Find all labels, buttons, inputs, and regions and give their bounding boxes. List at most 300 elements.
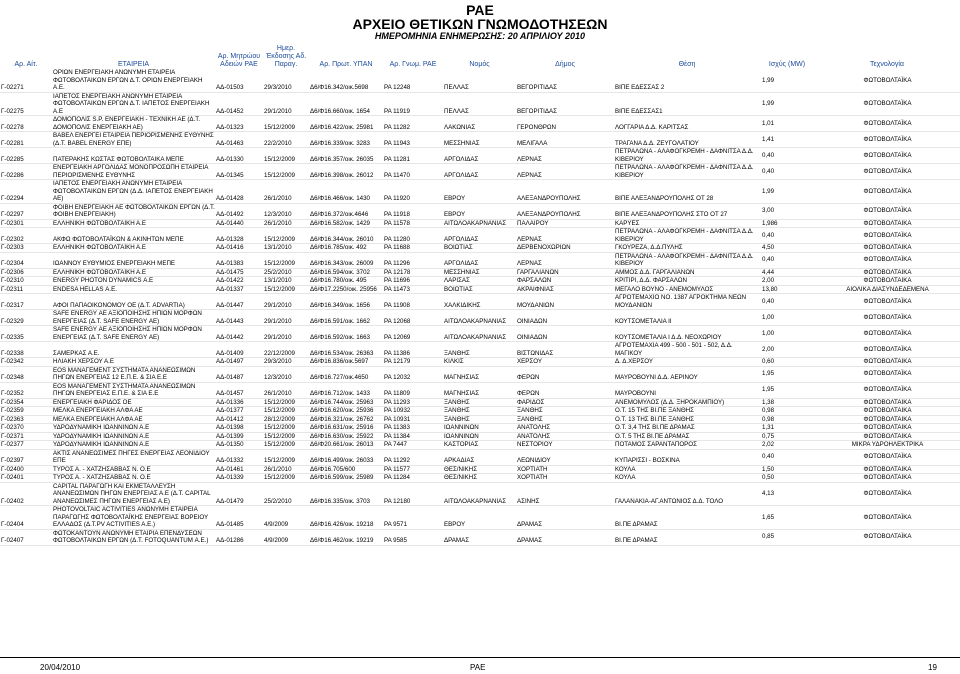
cell-pr: Δ6/Φ16.398/οικ. 26012 bbox=[309, 164, 383, 180]
cell-dt: 29/1/2010 bbox=[263, 294, 309, 310]
cell-a1: Γ-02401 bbox=[0, 474, 52, 483]
cell-a1: Γ-02281 bbox=[0, 132, 52, 148]
cell-pr: Δ6/Φ16.357/οικ. 26035 bbox=[309, 148, 383, 164]
cell-dm: ΟΙΝΙΑΔΩΝ bbox=[516, 326, 614, 342]
cell-pw: 0,40 bbox=[760, 228, 814, 244]
table-row bbox=[0, 529, 960, 545]
cell-ty: ΦΩΤΟΒΟΛΤΑΪΚΑ bbox=[814, 203, 960, 219]
org-heading: ΡΑΕ bbox=[466, 2, 494, 18]
cell-th: ΠΕΤΡΑΛΩΝΑ - ΑΛΑΦΟΓΚΡΕΜΗ - ΔΑΦΝΙΤΣΑ Δ.Δ. ΚΙΒΕΡΙΟΥ bbox=[614, 148, 760, 164]
cell-pr: Δ6/Φ16.372/οικ.4646 bbox=[309, 203, 383, 219]
cell-th: ΒΙ.ΠΕ ΔΡΑΜΑΣ bbox=[614, 506, 760, 530]
opinions-table bbox=[0, 45, 960, 546]
cell-co: SAFE ENERGY ΑΕ ΑΞΙΟΠΟΙΗΣΗΣ ΗΠΙΩΝ ΜΟΡΦΩΝ ΕΝΕΡΓΕΙΑΣ (Δ.Τ. SAFE ENERGY ΑΕ) bbox=[52, 326, 215, 342]
cell-pr: Δ6/Φ16.592/οικ. 1663 bbox=[309, 326, 383, 342]
cell-pr: Δ6/Φ16.836/οικ.5697 bbox=[309, 358, 383, 367]
cell-gn: ΡΑ 11293 bbox=[383, 398, 443, 407]
table-row bbox=[0, 449, 960, 465]
cell-th: ΜΕΓΑΛΟ ΒΟΥΝΟ - ΑΝΕΜΟΜΥΛΟΣ bbox=[614, 285, 760, 294]
cell-gn: ΡΑ 11281 bbox=[383, 148, 443, 164]
table-body bbox=[0, 69, 960, 545]
cell-nm: ΕΒΡΟΥ bbox=[443, 506, 516, 530]
cell-pr: Δ6/Φ16.727/οικ.4650 bbox=[309, 366, 383, 382]
cell-pr: Δ6/Φ16.321/οικ. 26762 bbox=[309, 415, 383, 424]
footer-page-number: 19 bbox=[928, 663, 937, 672]
cell-dt: 15/12/2009 bbox=[263, 424, 309, 433]
cell-gn: ΡΑ 12178 bbox=[383, 268, 443, 277]
cell-dt: 25/2/2010 bbox=[263, 482, 309, 506]
cell-nm: ΑΙΤΩΛΟΑΚΑΡΝΑΝΙΑΣ bbox=[443, 310, 516, 326]
cell-mr: ΑΔ-01350 bbox=[215, 441, 263, 450]
cell-gn: ΡΑ 12179 bbox=[383, 358, 443, 367]
cell-co: ΗΛΙΑΚΗ ΧΕΡΣΟΥ Α.Ε bbox=[52, 358, 215, 367]
cell-dm: ΛΕΡΝΑΣ bbox=[516, 164, 614, 180]
cell-mr: ΑΔ-01323 bbox=[215, 116, 263, 132]
cell-ty: ΦΩΤΟΒΟΛΤΑΪΚΑ bbox=[814, 252, 960, 268]
cell-pw: 0,40 bbox=[760, 449, 814, 465]
cell-nm: ΑΡΓΟΛΙΔΑΣ bbox=[443, 252, 516, 268]
cell-a1: Γ-02302 bbox=[0, 228, 52, 244]
cell-th: ΚΟΥΛΑ bbox=[614, 465, 760, 474]
cell-mr: ΑΔ-01428 bbox=[215, 180, 263, 204]
cell-dt: 26/1/2010 bbox=[263, 465, 309, 474]
cell-pr: Δ6/Φ16.599/οικ. 25989 bbox=[309, 474, 383, 483]
cell-a1: Γ-02278 bbox=[0, 116, 52, 132]
cell-nm: ΠΕΛΛΑΣ bbox=[443, 69, 516, 92]
cell-mr: ΑΔ-01383 bbox=[215, 252, 263, 268]
table-row bbox=[0, 366, 960, 382]
cell-gn: ΡΑ 11919 bbox=[383, 92, 443, 116]
cell-th: Ο.Τ. 13 ΤΗΣ ΒΙ.ΠΕ ΞΑΝΘΗΣ bbox=[614, 415, 760, 424]
cell-pw: 4,13 bbox=[760, 482, 814, 506]
cell-ty: ΦΩΤΟΒΟΛΤΑΪΚΑ bbox=[814, 294, 960, 310]
cell-gn: ΡΑ 11470 bbox=[383, 164, 443, 180]
cell-pw: 1,00 bbox=[760, 310, 814, 326]
cell-mr: ΑΔ-01286 bbox=[215, 529, 263, 545]
cell-pw: 1,986 bbox=[760, 219, 814, 228]
cell-th: ΑΜΜΟΣ Δ.Δ. ΓΑΡΓΑΛΙΑΝΩΝ bbox=[614, 268, 760, 277]
cell-gn: ΡΑ 11908 bbox=[383, 294, 443, 310]
cell-ty: ΦΩΤΟΒΟΛΤΑΪΚΑ bbox=[814, 506, 960, 530]
cell-dm: ΑΚΡΑΙΦΝΙΑΣ bbox=[516, 285, 614, 294]
cell-gn: ΡΑ 11918 bbox=[383, 203, 443, 219]
cell-dm: ΜΕΛΙΓΑΛΑ bbox=[516, 132, 614, 148]
cell-co: ΕΛΛΗΝΙΚΗ ΦΩΤΟΒΟΛΤΑΪΚΗ Α.Ε bbox=[52, 268, 215, 277]
cell-dt: 29/3/2010 bbox=[263, 358, 309, 367]
cell-gn: ΡΑ 11696 bbox=[383, 277, 443, 286]
cell-co: ΕΝΕΡΓΕΙΑΚΗ ΦΑΡΙΔΟΣ ΟΕ bbox=[52, 398, 215, 407]
cell-gn: ΡΑ 9571 bbox=[383, 506, 443, 530]
cell-mr: ΑΔ-01463 bbox=[215, 132, 263, 148]
cell-th: ΒΙΠΕ ΑΛΕΞΑΝΔΡΟΥΠΟΛΗΣ ΟΤ 28 bbox=[614, 180, 760, 204]
cell-gn: ΡΑ 11688 bbox=[383, 244, 443, 253]
cell-nm: ΕΒΡΟΥ bbox=[443, 203, 516, 219]
cell-mr: ΑΔ-01336 bbox=[215, 398, 263, 407]
cell-pw: 1,65 bbox=[760, 506, 814, 530]
table-row bbox=[0, 69, 960, 92]
cell-dt: 29/1/2010 bbox=[263, 310, 309, 326]
cell-dt: 15/12/2009 bbox=[263, 474, 309, 483]
cell-co: CAPITAL ΠΑΡΑΓΩΓΗ ΚΑΙ ΕΚΜΕΤΑΛΛΕΥΣΗ ΑΝΑΝΕΩΣΙΜΩΝ ΠΗΓΩΝ ΕΝΕΡΓΕΙΑΣ Α.Ε (Δ.Τ. CAPITAL ΑΝΑΝΕΩΣΙΜΕΣ ΠΗΓΩΝ ΕΝΕΡΓΕΙΑΣ Α.Ε) bbox=[52, 482, 215, 506]
cell-dm: ΠΑΛΑΙΡΟΥ bbox=[516, 219, 614, 228]
cell-co: ΜΕΛΚΑ ΕΝΕΡΓΕΙΑΚΗ ΑΛΦΑ ΑΕ bbox=[52, 415, 215, 424]
footer-org: ΡΑΕ bbox=[470, 663, 486, 672]
cell-co: ΦΩΤΟΚΑΝΤΟΥΝ ΑΝΩΝΥΜΗ ΕΤΑΙΡΙΑ ΕΠΕΝΔΥΣΕΩΝ ΦΩΤΟΒΟΛΤΑΙΚΩΝ ΕΡΓΩΝ (Δ.Τ. FOTOQUANTUM Α.Ε.) bbox=[52, 529, 215, 545]
cell-nm: ΜΕΣΣΗΝΙΑΣ bbox=[443, 268, 516, 277]
table-row bbox=[0, 164, 960, 180]
cell-th: ΠΕΤΡΑΛΩΝΑ - ΑΛΑΦΟΓΚΡΕΜΗ - ΔΑΦΝΙΤΣΑ Δ.Δ. ΚΙΒΕΡΙΟΥ bbox=[614, 164, 760, 180]
cell-th: ΚΥΠΑΡΙΣΣΙ - ΒΟΣΚΙΝΑ bbox=[614, 449, 760, 465]
cell-nm: ΞΑΝΘΗΣ bbox=[443, 398, 516, 407]
cell-nm: ΑΡΓΟΛΙΔΑΣ bbox=[443, 164, 516, 180]
cell-dm: ΔΡΑΜΑΣ bbox=[516, 506, 614, 530]
cell-ty: ΦΩΤΟΒΟΛΤΑΪΚΑ bbox=[814, 529, 960, 545]
cell-co: ΕΛΛΗΝΙΚΗ ΦΩΤΟΒΟΛΤΑΪΚΗ Α.Ε bbox=[52, 219, 215, 228]
cell-nm: ΙΩΑΝΝΙΝΩΝ bbox=[443, 432, 516, 441]
cell-pr: Δ6/Φ16.426/οικ. 19218 bbox=[309, 506, 383, 530]
cell-dm: ΟΙΝΙΑΔΩΝ bbox=[516, 310, 614, 326]
cell-dm: ΑΝΑΤΟΛΗΣ bbox=[516, 432, 614, 441]
cell-mr: ΑΔ-01503 bbox=[215, 69, 263, 92]
column-header-dm: Δήμος bbox=[555, 61, 575, 68]
table-row bbox=[0, 482, 960, 506]
cell-gn: ΡΑ 12248 bbox=[383, 69, 443, 92]
table-row bbox=[0, 415, 960, 424]
cell-a1: Γ-02370 bbox=[0, 424, 52, 433]
cell-dt: 4/9/2009 bbox=[263, 506, 309, 530]
cell-mr: ΑΔ-01457 bbox=[215, 382, 263, 398]
cell-ty: ΦΩΤΟΒΟΛΤΑΪΚΑ bbox=[814, 148, 960, 164]
cell-ty: ΑΙΟΛΙΚΑ ΔΙΑΣΥΝΔΕΔΕΜΕΝΑ bbox=[814, 285, 960, 294]
cell-pr: Δ6/Φ16.705/600 bbox=[309, 465, 383, 474]
cell-a1: Γ-02294 bbox=[0, 180, 52, 204]
cell-nm: ΘΕΣ/ΝΙΚΗΣ bbox=[443, 474, 516, 483]
footer-date: 20/04/2010 bbox=[40, 663, 81, 672]
cell-dt: 15/12/2009 bbox=[263, 285, 309, 294]
cell-dm: ΒΕΓΟΡΙΤΙΔΑΣ bbox=[516, 69, 614, 92]
cell-mr: ΑΔ-01492 bbox=[215, 203, 263, 219]
cell-mr: ΑΔ-01412 bbox=[215, 415, 263, 424]
cell-co: ΑΦΟΙ ΠΑΠΑΟΙΚΟΝΟΜΟΥ ΟΕ (Δ.Τ. ADVARTIA) bbox=[52, 294, 215, 310]
table-row bbox=[0, 358, 960, 367]
cell-th: ΓΑΛΑΝΑΚΙΑ-ΑΓ.ΑΝΤΩΝΙΟΣ Δ.Δ. ΤΟΛΟ bbox=[614, 482, 760, 506]
cell-nm: ΧΑΛΚΙΔΙΚΗΣ bbox=[443, 294, 516, 310]
cell-mr: ΑΔ-01377 bbox=[215, 407, 263, 416]
cell-ty: ΦΩΤΟΒΟΛΤΑΪΚΑ bbox=[814, 69, 960, 92]
cell-a1: Γ-02363 bbox=[0, 415, 52, 424]
cell-mr: ΑΔ-01497 bbox=[215, 358, 263, 367]
cell-gn: ΡΑ 11296 bbox=[383, 252, 443, 268]
table-row bbox=[0, 116, 960, 132]
table-row bbox=[0, 277, 960, 286]
cell-ty: ΦΩΤΟΒΟΛΤΑΪΚΑ bbox=[814, 219, 960, 228]
cell-pw: 2,02 bbox=[760, 441, 814, 450]
cell-ty: ΦΩΤΟΒΟΛΤΑΪΚΑ bbox=[814, 310, 960, 326]
cell-mr: ΑΔ-01398 bbox=[215, 424, 263, 433]
cell-th: ΒΙΠΕ ΑΛΕΞΑΝΔΡΟΥΠΟΛΗΣ ΣΤΟ ΟΤ 27 bbox=[614, 203, 760, 219]
cell-co: ΦΟΙΒΗ ΕΝΕΡΓΕΙΑΚΗ ΑΕ ΦΩΤΟΒΟΛΤΑΙΚΩΝ ΕΡΓΩΝ (Δ.Τ. ΦΟΙΒΗ ΕΝΕΡΓΕΙΑΚΗ) bbox=[53, 203, 215, 218]
cell-nm: ΜΕΣΣΗΝΙΑΣ bbox=[443, 132, 516, 148]
cell-pr: Δ6/Φ16.349/οικ. 1656 bbox=[309, 294, 383, 310]
cell-pw: 0,50 bbox=[760, 474, 814, 483]
cell-th: ΠΕΤΡΑΛΩΝΑ - ΑΛΑΦΟΓΚΡΕΜΗ - ΔΑΦΝΙΤΣΑ Δ.Δ. ΚΙΒΕΡΙΟΥ bbox=[614, 228, 760, 244]
cell-dt: 13/1/2010 bbox=[263, 277, 309, 286]
cell-co: ΥΔΡΟΔΥΝΑΜΙΚΗ ΙΩΑΝΝΙΝΩΝ Α.Ε bbox=[52, 441, 215, 450]
cell-nm: ΚΑΣΤΟΡΙΑΣ bbox=[443, 441, 516, 450]
cell-gn: ΡΑ 12032 bbox=[383, 366, 443, 382]
cell-pr: Δ6/Φ16.594/οικ. 3702 bbox=[309, 268, 383, 277]
document-title: ΑΡΧΕΙΟ ΘΕΤΙΚΩΝ ΓΝΩΜΟΔΟΤΗΣΕΩΝ bbox=[352, 16, 608, 32]
cell-gn: ΡΑ 11284 bbox=[383, 474, 443, 483]
cell-nm: ΞΑΝΘΗΣ bbox=[443, 342, 516, 358]
cell-dm: ΔΕΡΒΕΝΟΧΩΡΙΩΝ bbox=[516, 244, 614, 253]
cell-dm: ΧΕΡΣΟΥ bbox=[516, 358, 614, 367]
cell-th: Ο.Τ. 5 ΤΗΣ ΒΙ.ΠΕ ΔΡΑΜΑΣ bbox=[614, 432, 760, 441]
cell-a1: Γ-02275 bbox=[0, 92, 52, 116]
cell-dt: 12/3/2010 bbox=[263, 203, 309, 219]
column-header-nm: Νομός bbox=[469, 61, 490, 68]
cell-pw: 1,99 bbox=[760, 180, 814, 204]
cell-nm: ΠΕΛΛΑΣ bbox=[443, 92, 516, 116]
cell-a1: Γ-02301 bbox=[0, 219, 52, 228]
cell-gn: ΡΑ 11943 bbox=[383, 132, 443, 148]
cell-co: ΥΔΡΟΔΥΝΑΜΙΚΗ ΙΩΑΝΝΙΝΩΝ Α.Ε bbox=[52, 424, 215, 433]
column-header-gn: Αρ. Γνωμ. ΡΑΕ bbox=[389, 61, 437, 68]
cell-dm: ΔΡΑΜΑΣ bbox=[516, 529, 614, 545]
cell-pr: Δ6/Φ16.462/οικ. 19219 bbox=[309, 529, 383, 545]
cell-a1: Γ-02286 bbox=[0, 164, 52, 180]
cell-pw: 1,95 bbox=[760, 382, 814, 398]
cell-nm: ΑΡΓΟΛΙΔΑΣ bbox=[443, 228, 516, 244]
column-header-ty: Τεχνολογία bbox=[870, 61, 904, 68]
cell-pw: 0,40 bbox=[760, 252, 814, 268]
cell-ty: ΜΙΚΡΑ ΥΔΡΟΗΛΕΚΤΡΙΚΑ bbox=[814, 441, 960, 450]
cell-pr: Δ6/Φ16.534/οικ. 26363 bbox=[309, 342, 383, 358]
table-row bbox=[0, 424, 960, 433]
cell-ty: ΦΩΤΟΒΟΛΤΑΪΚΑ bbox=[814, 465, 960, 474]
cell-th: Δ. Δ.ΧΕΡΣΟΥ bbox=[614, 358, 760, 367]
cell-dt: 15/12/2009 bbox=[263, 449, 309, 465]
cell-th: ΒΙΠΕ ΕΔΕΣΣΑΣ 2 bbox=[614, 69, 760, 92]
cell-dm: ΑΛΕΞΑΝΔΡΟΥΠΟΛΗΣ bbox=[516, 180, 614, 204]
cell-pr: Δ6/Φ16.343/οικ. 26009 bbox=[309, 252, 383, 268]
cell-nm: ΜΑΓΝΗΣΙΑΣ bbox=[443, 366, 516, 382]
cell-nm: ΑΙΤΩΛΟΑΚΑΡΝΑΝΙΑΣ bbox=[443, 326, 516, 342]
cell-nm: ΕΒΡΟΥ bbox=[443, 180, 516, 204]
cell-th: ΠΕΤΡΑΛΩΝΑ - ΑΛΑΦΟΓΚΡΕΜΗ - ΔΑΦΝΙΤΣΑ Δ.Δ. ΚΙΒΕΡΙΟΥ bbox=[614, 252, 760, 268]
cell-a1: Γ-02311 bbox=[0, 285, 52, 294]
cell-pw: 13,80 bbox=[760, 285, 814, 294]
cell-mr: ΑΔ-01479 bbox=[215, 482, 263, 506]
cell-co: ΠΑΤΕΡΑΚΗΣ ΚΩΣΤΑΣ ΦΩΤΟΒΟΛΤΑΙΚΑ ΜΕΠΕ bbox=[52, 148, 215, 164]
cell-nm: ΑΡΚΑΔΙΑΣ bbox=[443, 449, 516, 465]
cell-gn: ΡΑ 11292 bbox=[383, 449, 443, 465]
table-row bbox=[0, 310, 960, 326]
cell-dt: 26/1/2010 bbox=[263, 382, 309, 398]
cell-a1: Γ-02342 bbox=[0, 358, 52, 367]
table-row bbox=[0, 474, 960, 483]
cell-nm: ΞΑΝΘΗΣ bbox=[443, 415, 516, 424]
cell-gn: ΡΑ 12068 bbox=[383, 310, 443, 326]
cell-th: ΚΟΥΤΣΟΜΕΤΑΛΙΑ ΙΙ bbox=[614, 310, 760, 326]
cell-th: ΜΑΥΡΟΒΟΥΝΙ bbox=[614, 382, 760, 398]
cell-dm: ΜΟΥΔΑΝΙΩΝ bbox=[516, 294, 614, 310]
cell-mr: ΑΔ-01328 bbox=[215, 228, 263, 244]
cell-th: ΑΓΡΟΤΕΜΑΧΙΑ 499 - 500 - 501 - 502, Δ.Δ. ΜΑΓΙΚΟΥ bbox=[614, 342, 760, 358]
cell-dt: 26/1/2010 bbox=[263, 219, 309, 228]
cell-mr: ΑΔ-01409 bbox=[215, 342, 263, 358]
cell-gn: ΡΑ 11383 bbox=[383, 424, 443, 433]
cell-ty: ΦΩΤΟΒΟΛΤΑΪΚΑ bbox=[814, 92, 960, 116]
cell-dm: ΝΕΣΤΟΡΙΟΥ bbox=[516, 441, 614, 450]
cell-ty: ΦΩΤΟΒΟΛΤΑΪΚΑ bbox=[814, 366, 960, 382]
cell-a1: Γ-02335 bbox=[0, 326, 52, 342]
cell-a1: Γ-02400 bbox=[0, 465, 52, 474]
cell-dt: 22/12/2009 bbox=[263, 342, 309, 358]
cell-co: ΕΛΛΗΝΙΚΗ ΦΩΤΟΒΟΛΤΑΪΚΗ Α.Ε bbox=[52, 244, 215, 253]
table-row bbox=[0, 268, 960, 277]
cell-pw: 1,38 bbox=[760, 398, 814, 407]
cell-a1: Γ-02377 bbox=[0, 441, 52, 450]
cell-dt: 26/1/2010 bbox=[263, 180, 309, 204]
cell-dt: 15/12/2009 bbox=[263, 148, 309, 164]
cell-dt: 25/2/2010 bbox=[263, 268, 309, 277]
cell-co: ΙΑΠΕΤΟΣ ΕΝΕΡΓΕΙΑΚΗ ΑΝΩΝΥΜΗ ΕΤΑΙΡΕΙΑ ΦΩΤΟΒΟΛΤΑΙΚΩΝ ΕΡΓΩΝ Δ.Τ. ΙΑΠΕΤΟΣ ΕΝΕΡΓΕΙΑΚΗ Α.Ε bbox=[52, 92, 215, 116]
cell-pw: 0,60 bbox=[760, 358, 814, 367]
cell-th: ΚΟΥΛΑ bbox=[614, 474, 760, 483]
table-row bbox=[0, 326, 960, 342]
cell-a1: Γ-02304 bbox=[0, 252, 52, 268]
cell-gn: ΡΑ 11577 bbox=[383, 465, 443, 474]
table-row bbox=[0, 407, 960, 416]
cell-gn: ΡΑ 12069 bbox=[383, 326, 443, 342]
cell-mr: ΑΔ-01447 bbox=[215, 294, 263, 310]
cell-a1: Γ-02271 bbox=[0, 69, 52, 92]
cell-a1: Γ-02297 bbox=[0, 203, 52, 219]
cell-a1: Γ-02359 bbox=[0, 407, 52, 416]
cell-dm: ΑΣΙΝΗΣ bbox=[516, 482, 614, 506]
cell-dm: ΞΑΝΘΗΣ bbox=[516, 415, 614, 424]
cell-pw: 1,41 bbox=[760, 132, 814, 148]
table-row bbox=[0, 203, 960, 219]
cell-pr: Δ6/Φ16.499/οικ. 26033 bbox=[309, 449, 383, 465]
cell-gn: ΡΑ 9585 bbox=[383, 529, 443, 545]
cell-dt: 29/1/2010 bbox=[263, 92, 309, 116]
cell-co: ΜΕΛΚΑ ΕΝΕΡΓΕΙΑΚΗ ΑΛΦΑ ΑΕ bbox=[52, 407, 215, 416]
cell-gn: ΡΑ 11920 bbox=[383, 180, 443, 204]
cell-nm: ΔΡΑΜΑΣ bbox=[443, 529, 516, 545]
cell-ty: ΦΩΤΟΒΟΛΤΑΪΚΑ bbox=[814, 244, 960, 253]
cell-pw: 0,40 bbox=[760, 148, 814, 164]
cell-nm: ΛΑΚΩΝΙΑΣ bbox=[443, 116, 516, 132]
cell-a1: Γ-02285 bbox=[0, 148, 52, 164]
cell-co: PHOTOVOLTAIC ACTIVITIES ΑΝΩΝΥΜΗ ΕΤΑΙΡΕΙΑ ΠΑΡΑΓΩΓΗΣ ΦΩΤΟΒΟΛΤΑΪΚΗΣ ΕΝΕΡΓΕΙΑΣ ΒΟΡΕΙΟΥ ΕΛΛΑΔΟΣ (Δ.Τ.PV ACTIVITIES A.E.) bbox=[52, 506, 215, 530]
cell-dm: ΑΛΕΞΑΝΔΡΟΥΠΟΛΗΣ bbox=[516, 203, 614, 219]
cell-dm: ΞΑΝΘΗΣ bbox=[516, 407, 614, 416]
cell-gn: ΡΑ 11473 bbox=[383, 285, 443, 294]
cell-dt: 22/2/2010 bbox=[263, 132, 309, 148]
cell-nm: ΒΟΙΩΤΙΑΣ bbox=[443, 244, 516, 253]
cell-pr: Δ6/Φ16.744/οικ. 25963 bbox=[309, 398, 383, 407]
cell-pw: 3,00 bbox=[760, 203, 814, 219]
cell-pw: 0,98 bbox=[760, 415, 814, 424]
cell-mr: ΑΔ-01442 bbox=[215, 326, 263, 342]
cell-ty: ΦΩΤΟΒΟΛΤΑΪΚΑ bbox=[814, 132, 960, 148]
table-row bbox=[0, 294, 960, 310]
cell-nm: ΑΙΤΩΛΟΑΚΑΡΝΑΝΙΑΣ bbox=[443, 482, 516, 506]
cell-pw: 4,50 bbox=[760, 244, 814, 253]
cell-pr: Δ6/Φ16.342/οικ.5698 bbox=[309, 69, 383, 92]
cell-th: ΓΚΟΥΡΕΖΑ, Δ.Δ.ΠΥΛΗΣ bbox=[614, 244, 760, 253]
table-row bbox=[0, 382, 960, 398]
cell-dm: ΛΕΩΝΙΔΙΟΥ bbox=[516, 449, 614, 465]
column-header-th: Θέση bbox=[678, 61, 696, 68]
cell-pw: 1,99 bbox=[760, 69, 814, 92]
cell-pr: Δ6/Φ16.344/οικ. 26010 bbox=[309, 228, 383, 244]
cell-ty: ΦΩΤΟΒΟΛΤΑΪΚΑ bbox=[814, 326, 960, 342]
cell-nm: ΑΡΓΟΛΙΔΑΣ bbox=[443, 148, 516, 164]
cell-pw: 0,40 bbox=[760, 164, 814, 180]
cell-dm: ΦΕΡΩΝ bbox=[516, 382, 614, 398]
table-row bbox=[0, 228, 960, 244]
column-header-mr: Αρ. Μητρώου Αδειών ΡΑΕ bbox=[217, 53, 261, 68]
table-row bbox=[0, 432, 960, 441]
table-row bbox=[0, 244, 960, 253]
table-row bbox=[0, 506, 960, 530]
cell-mr: ΑΔ-01399 bbox=[215, 432, 263, 441]
cell-th: ΤΡΑΓΑΝΑ Δ.Δ. ΖΕΥΓΟΛΑΤΙΟΥ bbox=[614, 132, 760, 148]
cell-ty: ΦΩΤΟΒΟΛΤΑΪΚΑ bbox=[814, 228, 960, 244]
cell-dm: ΛΕΡΝΑΣ bbox=[516, 148, 614, 164]
cell-dt: 15/12/2009 bbox=[263, 441, 309, 450]
cell-pr: Δ6/Φ16.422/οικ. 25981 bbox=[309, 116, 383, 132]
cell-dt: 29/3/2010 bbox=[263, 69, 309, 92]
cell-th: ΚΡΙΤΙΡΙ, Δ.Δ. ΦΑΡΣΑΛΩΝ bbox=[614, 277, 760, 286]
cell-pw: 2,00 bbox=[760, 277, 814, 286]
cell-co: ΙΑΠΕΤΟΣ ΕΝΕΡΓΕΙΑΚΗ ΑΝΩΝΥΜΗ ΕΤΑΙΡΕΙΑ ΦΩΤΟΒΟΛΤΑΙΚΩΝ ΕΡΓΩΝ (Δ.Δ. ΙΑΠΕΤΟΣ ΕΝΕΡΓΕΙΑΚΗ ΑΕ) bbox=[52, 180, 215, 204]
cell-th: Ο.Τ. 15 ΤΗΣ ΒΙ.ΠΕ ΞΑΝΘΗΣ bbox=[614, 407, 760, 416]
cell-pr: Δ6/Φ16.712/οικ. 1433 bbox=[309, 382, 383, 398]
cell-co: ΙΩΑΝΝΟΥ ΕΥΘΥΜΙΟΣ ΕΝΕΡΓΕΙΑΚΗ ΜΕΠΕ bbox=[52, 252, 215, 268]
cell-dt: 4/9/2009 bbox=[263, 529, 309, 545]
cell-dm: ΧΟΡΤΙΑΤΗ bbox=[516, 474, 614, 483]
cell-a1: Γ-02310 bbox=[0, 277, 52, 286]
cell-pr: Δ6/Φ16.339/οικ. 3283 bbox=[309, 132, 383, 148]
cell-a1: Γ-02348 bbox=[0, 366, 52, 382]
cell-gn: ΡΑ 10932 bbox=[383, 407, 443, 416]
cell-pr: Δ6/Φ16.630/οικ. 25922 bbox=[309, 432, 383, 441]
cell-dm: ΑΝΑΤΟΛΗΣ bbox=[516, 424, 614, 433]
cell-mr: ΑΔ-01461 bbox=[215, 465, 263, 474]
cell-ty: ΦΩΤΟΒΟΛΤΑΪΚΑ bbox=[814, 449, 960, 465]
cell-dm: ΒΕΓΟΡΙΤΙΔΑΣ bbox=[516, 92, 614, 116]
cell-mr: ΑΔ-01487 bbox=[215, 366, 263, 382]
cell-dm: ΦΑΡΣΑΛΩΝ bbox=[516, 277, 614, 286]
cell-co: ΑΚΦΩ ΦΩΤΟΒΟΛΤΑΪΚΩΝ & ΑΚΙΝΗΤΩΝ ΜΕΠΕ bbox=[52, 228, 215, 244]
cell-dm: ΓΕΡΟΝΘΡΩΝ bbox=[516, 116, 614, 132]
cell-pr: Δ6/Φ16.780/οικ. 495 bbox=[309, 277, 383, 286]
cell-mr: ΑΔ-01339 bbox=[215, 474, 263, 483]
cell-co: ΒΑΒΕΛ ΕΝΕΡΓΕΙ ΕΤΑΙΡΕΙΑ ΠΕΡΙΟΡΙΣΜΕΝΗΣ ΕΥΘΥΝΗΣ (Δ.Τ. BABEL ENERGY ΕΠΕ) bbox=[53, 132, 214, 147]
cell-th: ΚΑΡΥΕΣ bbox=[614, 219, 760, 228]
cell-dt: 15/12/2009 bbox=[263, 407, 309, 416]
cell-ty: ΦΩΤΟΒΟΛΤΑΪΚΑ bbox=[814, 415, 960, 424]
cell-mr: ΑΔ-01416 bbox=[215, 244, 263, 253]
cell-dm: ΦΕΡΩΝ bbox=[516, 366, 614, 382]
cell-pw: 0,98 bbox=[760, 407, 814, 416]
cell-a1: Γ-02303 bbox=[0, 244, 52, 253]
cell-a1: Γ-02338 bbox=[0, 342, 52, 358]
